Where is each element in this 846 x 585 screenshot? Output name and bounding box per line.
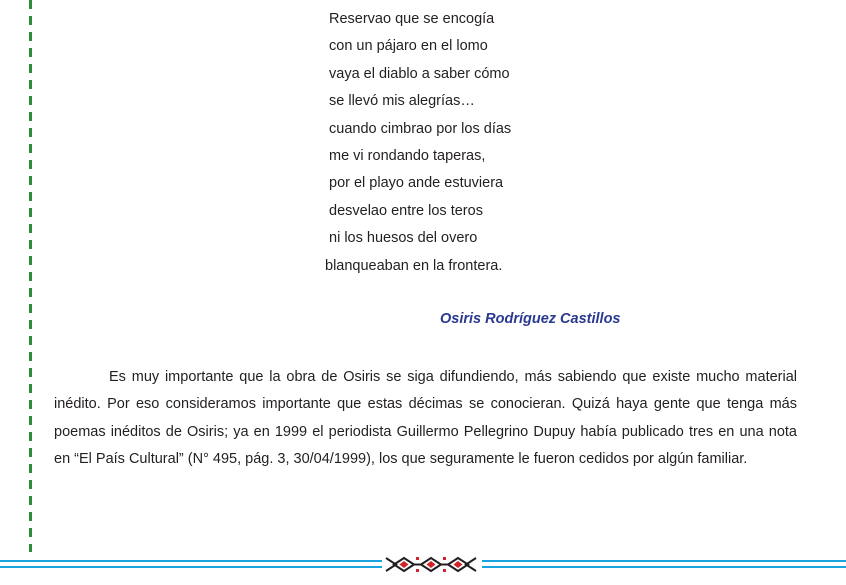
footer-rule-right-bottom <box>482 566 846 568</box>
body-paragraph: Es muy importante que la obra de Osiris se siga difundiendo, más sabiendo que existe mucho material inédito. Por eso consideramos importante que estas décimas se conocieran. Quizá haya gente que tenga más poemas inéditos de Osiris; ya en 1999 el periodista Guillermo Pellegrino Dupuy había publicado tres en una nota en “El País Cultural” (N° 495, pág. 3, 30/04/1999), los que seguramente le fueron cedidos por algún familiar. <box>54 369 797 468</box>
footer-rule-left-bottom <box>0 566 382 568</box>
poem-line-2: con un pájaro en el lomo <box>329 38 488 55</box>
poem-line-5: cuando cimbrao por los días <box>329 120 512 137</box>
poem-author: Osiris Rodríguez Castillos <box>440 311 621 327</box>
footer-rule-right-top <box>482 560 846 562</box>
poem-line-8: desvelao entre los teros <box>329 202 483 219</box>
poem-stanza <box>318 6 578 280</box>
poem-line-10: blanqueaban en la frontera. <box>325 257 503 274</box>
poem-line-7: por el playo ande estuviera <box>329 175 504 192</box>
poem-line-9: ni los huesos del overo <box>329 230 478 247</box>
poem-line-4: se llevó mis alegrías… <box>329 93 475 110</box>
poem-line-6: me vi rondando taperas, <box>329 147 486 164</box>
footer-ornament-icon <box>384 556 478 573</box>
footer-rule-left-top <box>0 560 382 562</box>
poem-line-1: Reservao que se encogía <box>329 11 495 27</box>
poem-line-3: vaya el diablo a saber cómo <box>329 65 510 82</box>
left-margin-dashed-rule <box>29 0 32 552</box>
